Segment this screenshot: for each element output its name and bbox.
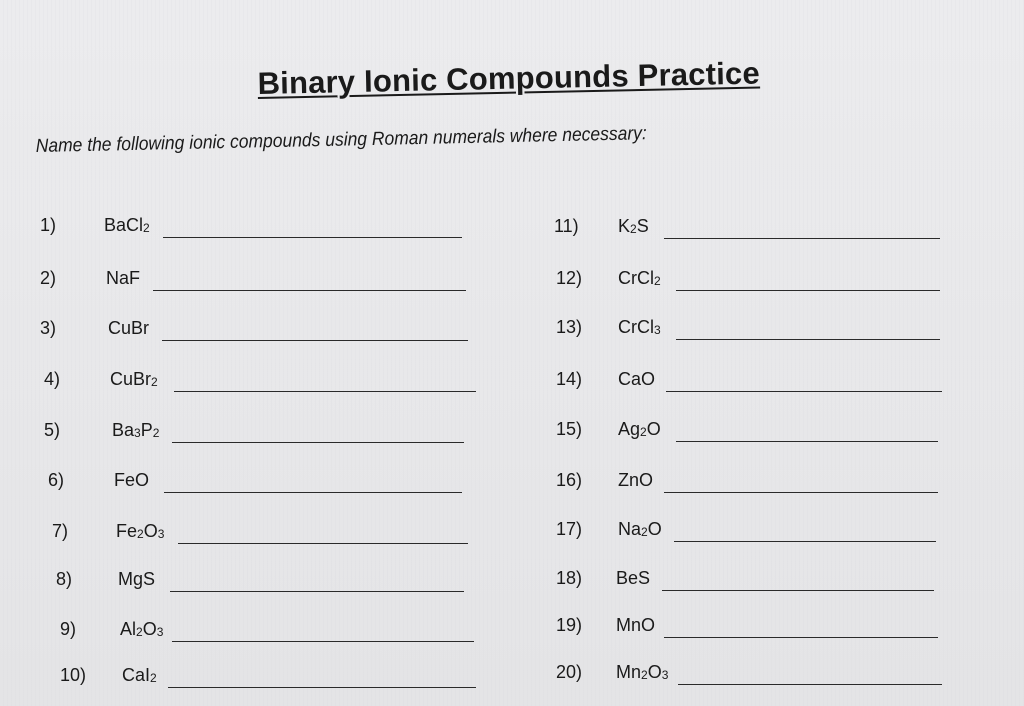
formula-symbol: Ag [618, 419, 641, 439]
formula-symbol: Na [618, 519, 642, 539]
formula-subscript: 2 [137, 527, 144, 541]
formula-symbol: O [646, 419, 661, 439]
chemical-formula [110, 369, 158, 390]
formula-subscript: 2 [640, 425, 647, 439]
formula-symbol: S [636, 216, 649, 236]
formula-symbol: FeO [114, 470, 150, 490]
formula-symbol: O [647, 519, 662, 539]
formula-symbol: CrCl [618, 268, 654, 288]
answer-blank-line[interactable] [666, 391, 942, 392]
question-item [556, 467, 938, 497]
question-item [56, 566, 464, 596]
question-number: 11) [554, 216, 579, 236]
formula-symbol: NaF [106, 268, 141, 288]
formula-symbol: Mn [616, 662, 642, 682]
formula-subscript: 3 [654, 323, 661, 337]
question-item [44, 417, 464, 447]
question-number: 3) [40, 318, 57, 338]
answer-blank-line[interactable] [676, 339, 940, 340]
question-item [556, 366, 942, 396]
chemical-formula [618, 419, 661, 440]
instructions-text: Name the following ionic compounds using Roman numerals where necessary: [35, 123, 647, 158]
question-number: 12) [556, 268, 583, 288]
chemical-formula [116, 521, 164, 542]
question-number: 1) [40, 215, 57, 235]
question-item [556, 516, 936, 546]
formula-symbol: CaO [618, 369, 656, 389]
chemical-formula [120, 619, 163, 640]
question-number: 13) [556, 317, 583, 337]
answer-blank-line[interactable] [162, 340, 468, 341]
question-item [556, 416, 938, 446]
formula-symbol: Ba [104, 215, 127, 235]
formula-symbol: ZnO [618, 470, 654, 490]
question-number: 7) [52, 521, 69, 541]
formula-subscript: 2 [641, 525, 648, 539]
formula-subscript: 2 [151, 375, 158, 389]
question-number: 10) [60, 665, 87, 685]
formula-symbol: CuBr [108, 318, 150, 338]
chemical-formula [618, 317, 661, 338]
chemical-formula [122, 665, 157, 686]
question-item [48, 467, 462, 497]
question-number: 19) [556, 615, 583, 635]
chemical-formula [618, 519, 662, 540]
formula-subscript: 3 [661, 668, 669, 682]
answer-blank-line[interactable] [170, 591, 464, 592]
chemical-formula [112, 420, 159, 441]
chemical-formula [618, 216, 649, 237]
chemical-formula [106, 268, 140, 289]
formula-symbol: P [140, 420, 153, 440]
question-number: 4) [44, 369, 61, 389]
formula-subscript: 2 [630, 222, 637, 236]
formula-subscript: 2 [641, 668, 648, 682]
answer-blank-line[interactable] [164, 492, 462, 493]
question-number: 5) [44, 420, 61, 440]
chemical-formula [108, 318, 149, 339]
chemical-formula [104, 215, 150, 236]
page-title: Binary Ionic Compounds Practice [257, 55, 761, 102]
question-item [556, 659, 942, 689]
question-item [60, 662, 476, 692]
formula-symbol: Ba [112, 420, 135, 440]
formula-symbol: O [143, 521, 158, 541]
answer-blank-line[interactable] [174, 391, 476, 392]
question-item [556, 565, 934, 595]
answer-blank-line[interactable] [172, 641, 474, 642]
formula-symbol: Al [120, 619, 137, 639]
formula-symbol: Fe [116, 521, 138, 541]
formula-symbol: O [647, 662, 662, 682]
formula-symbol: CaI [122, 665, 151, 685]
answer-blank-line[interactable] [676, 290, 940, 291]
answer-blank-line[interactable] [172, 442, 464, 443]
formula-symbol: MnO [616, 615, 656, 635]
question-item [40, 265, 466, 295]
chemical-formula [118, 569, 155, 590]
formula-subscript: 3 [157, 527, 165, 541]
question-number: 17) [556, 519, 583, 539]
question-number: 18) [556, 568, 583, 588]
formula-symbol: Cl [126, 215, 144, 235]
formula-subscript: 2 [136, 625, 143, 639]
formula-symbol: MgS [118, 569, 156, 589]
chemical-formula [114, 470, 149, 491]
formula-subscript: 3 [156, 625, 164, 639]
question-item [40, 212, 462, 242]
question-number: 8) [56, 569, 73, 589]
question-number: 14) [556, 369, 583, 389]
formula-subscript: 2 [654, 274, 661, 288]
question-number: 20) [556, 662, 583, 682]
question-number: 15) [556, 419, 583, 439]
answer-blank-line[interactable] [664, 238, 940, 239]
answer-blank-line[interactable] [163, 237, 462, 238]
question-item [44, 366, 476, 396]
formula-symbol: BeS [616, 568, 651, 588]
question-item [554, 213, 940, 243]
answer-blank-line[interactable] [678, 684, 942, 685]
question-item [40, 315, 468, 345]
answer-blank-line[interactable] [664, 492, 938, 493]
answer-blank-line[interactable] [662, 590, 934, 591]
formula-symbol: K [618, 216, 631, 236]
answer-blank-line[interactable] [168, 687, 476, 688]
chemical-formula [616, 568, 650, 589]
answer-blank-line[interactable] [153, 290, 466, 291]
formula-subscript: 3 [134, 426, 141, 440]
formula-symbol: CrCl [618, 317, 654, 337]
formula-symbol: O [142, 619, 157, 639]
chemical-formula [616, 615, 655, 636]
chemical-formula [616, 662, 668, 683]
chemical-formula [618, 470, 653, 491]
question-item [556, 265, 940, 295]
formula-subscript: 2 [152, 426, 160, 440]
formula-subscript: 2 [150, 671, 157, 685]
question-number: 6) [48, 470, 65, 490]
question-number: 2) [40, 268, 57, 288]
chemical-formula [618, 369, 655, 390]
formula-subscript: 2 [143, 221, 150, 235]
question-number: 9) [60, 619, 77, 639]
answer-blank-line[interactable] [674, 541, 936, 542]
question-item [556, 314, 940, 344]
chemical-formula [618, 268, 661, 289]
question-item [556, 612, 938, 642]
answer-blank-line[interactable] [676, 441, 938, 442]
answer-blank-line[interactable] [178, 543, 468, 544]
question-item [52, 518, 468, 548]
answer-blank-line[interactable] [664, 637, 938, 638]
question-item [60, 616, 474, 646]
question-number: 16) [556, 470, 583, 490]
formula-symbol: CuBr [110, 369, 152, 389]
